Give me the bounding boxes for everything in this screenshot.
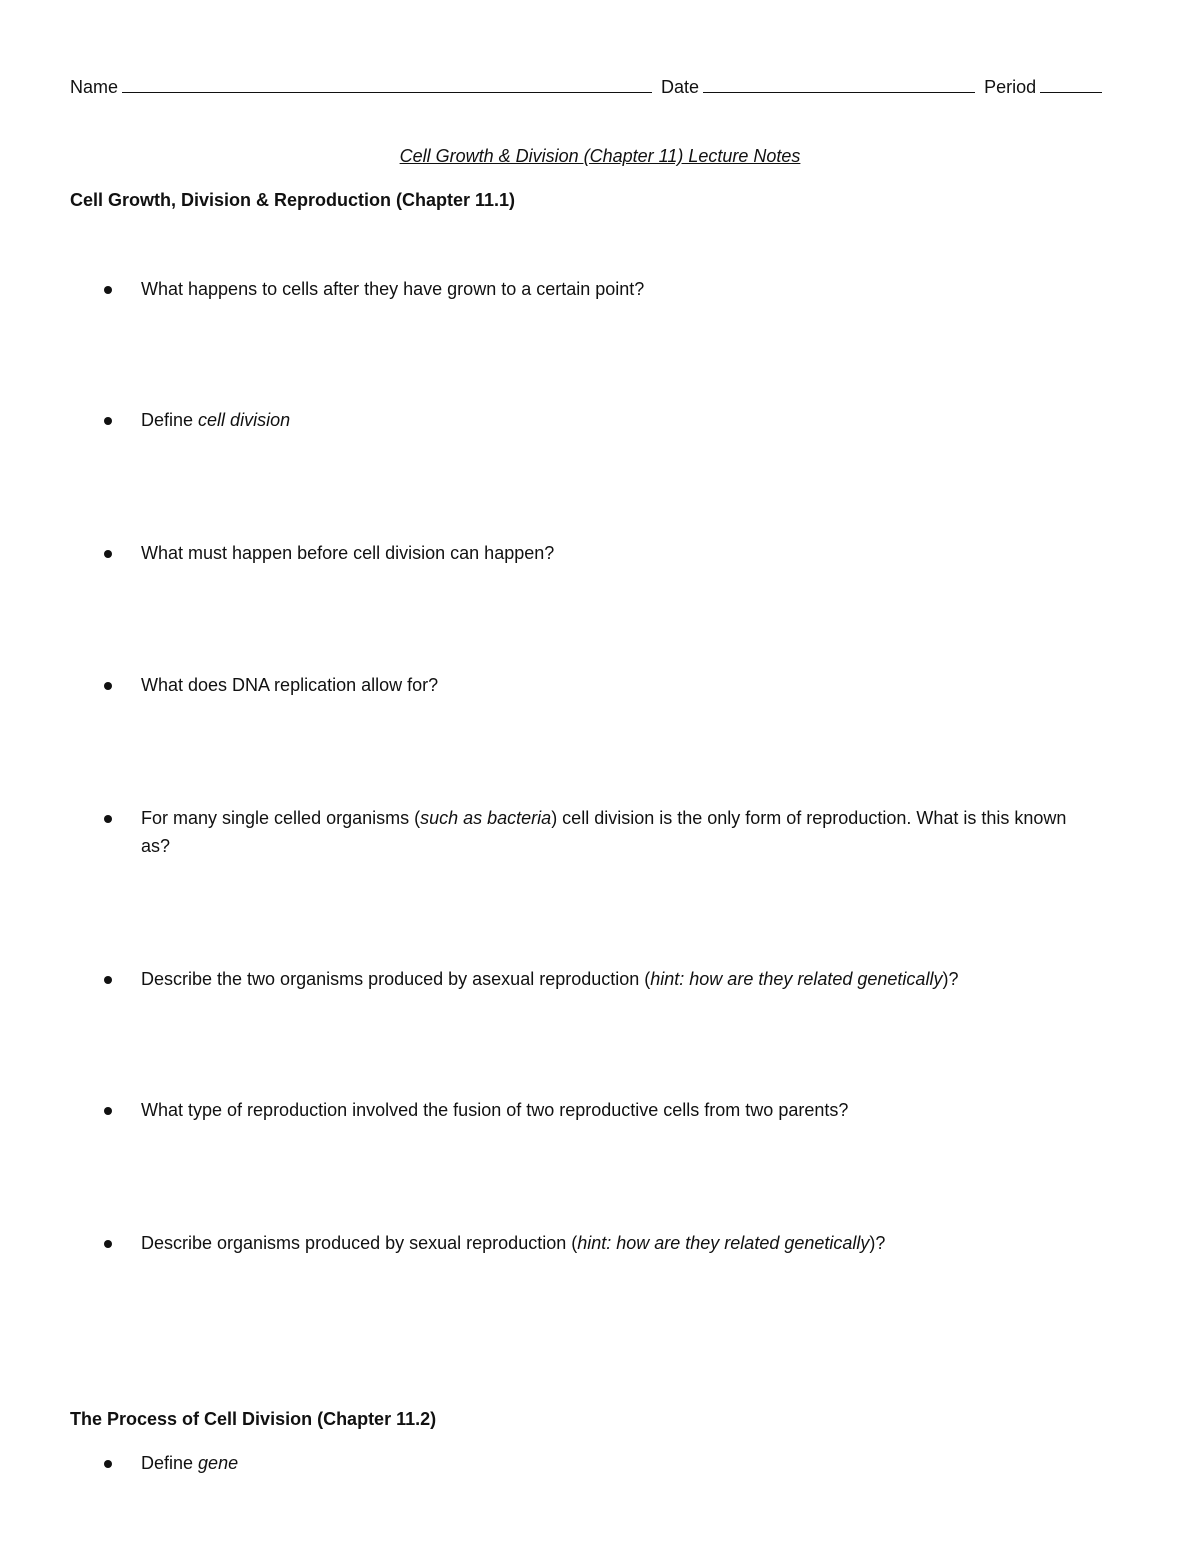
question-text: Define cell division	[141, 410, 291, 430]
section-heading-11-2: The Process of Cell Division (Chapter 11.2)	[70, 1409, 437, 1429]
document-title: Cell Growth & Division (Chapter 11) Lecture Notes	[399, 146, 801, 166]
question-text: What does DNA replication allow for?	[141, 675, 439, 695]
bullet-icon	[104, 286, 112, 294]
question-text: What type of reproduction involved the fusion of two reproductive cells from two parents?	[141, 1100, 849, 1120]
list-item	[104, 275, 1094, 303]
bullet-icon	[104, 1107, 112, 1115]
question-text: Describe organisms produced by sexual reproduction (hint: how are they related genetically)?	[141, 1233, 886, 1253]
list-item	[104, 539, 1094, 567]
question-text: Describe the two organisms produced by asexual reproduction (hint: how are they related genetically)?	[141, 969, 959, 989]
bullet-icon	[104, 1460, 112, 1468]
name-field[interactable]	[122, 74, 652, 93]
bullet-icon	[104, 1240, 112, 1248]
name-label: Name	[70, 77, 119, 97]
list-item	[104, 406, 1094, 434]
question-text: What must happen before cell division can happen?	[141, 543, 555, 563]
bullet-icon	[104, 682, 112, 690]
list-item	[104, 1449, 1094, 1477]
date-label: Date	[661, 77, 700, 97]
student-info-line	[70, 74, 1106, 98]
bullet-icon	[104, 815, 112, 823]
question-text: What happens to cells after they have grown to a certain point?	[141, 279, 645, 299]
bullet-icon	[104, 417, 112, 425]
question-text: Define gene	[141, 1453, 239, 1473]
list-item	[104, 1096, 1094, 1124]
list-item	[104, 671, 1094, 699]
list-item	[104, 804, 1094, 860]
period-label: Period	[984, 77, 1037, 97]
bullet-icon	[104, 550, 112, 558]
section-heading-11-1: Cell Growth, Division & Reproduction (Chapter 11.1)	[70, 190, 516, 210]
bullet-icon	[104, 976, 112, 984]
date-field[interactable]	[703, 74, 975, 93]
period-field[interactable]	[1040, 74, 1102, 93]
question-text: For many single celled organisms (such as bacteria) cell division is the only form of reproduction. What is this known as?	[141, 808, 1067, 856]
list-item	[104, 965, 1094, 993]
list-item	[104, 1229, 1094, 1257]
